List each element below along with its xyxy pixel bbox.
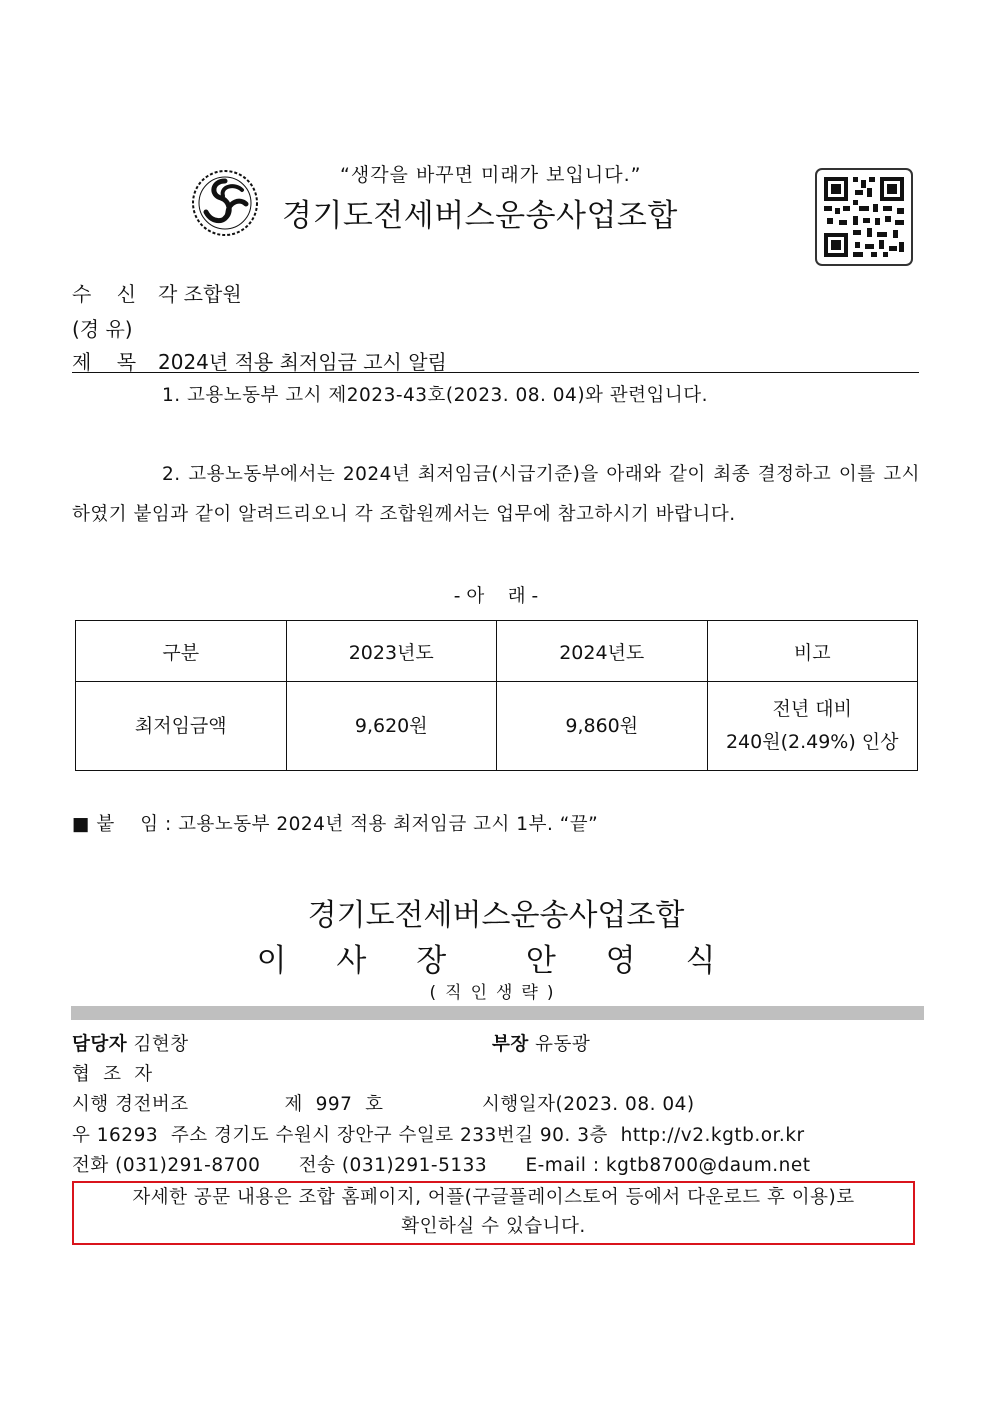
issue-org: 경전버조 bbox=[115, 1094, 189, 1115]
via-line bbox=[72, 313, 133, 342]
divider-band bbox=[71, 1006, 924, 1020]
cooperator-label: 협 조 자 bbox=[72, 1064, 153, 1085]
manager-line bbox=[72, 1030, 189, 1056]
contact-line: 전화 (031)291-8700 전송 (031)291-5133 E-mail : kgtb8700@daum.net bbox=[72, 1155, 811, 1176]
issue-number: 제 997 호 bbox=[284, 1094, 384, 1115]
paragraph-2: 2. 고용노동부에서는 2024년 최저임금(시급기준)을 아래와 같이 최종 결정하고 이를 고시하였기 붙임과 같이 알려드리오니 각 조합원께서는 업무에 참고하시기 바랍니다. bbox=[72, 464, 920, 525]
org-title: 경기도전세버스운송사업조합 bbox=[282, 198, 678, 234]
director-name: 유동광 bbox=[535, 1034, 591, 1055]
signature-chair: 이 사 장 안 영 식 bbox=[256, 943, 736, 979]
paragraph-1: 1. 고용노동부 고시 제2023-43호(2023. 08. 04)와 관련입니다. bbox=[162, 385, 709, 406]
address-line: 우 16293 주소 경기도 수원시 장안구 수일로 233번길 90. 3층 http://v2.kgtb.or.kr bbox=[72, 1125, 805, 1146]
via-label: (경 유) bbox=[72, 317, 133, 341]
col-header-2024: 2024년도 bbox=[497, 621, 708, 682]
recipient-line bbox=[72, 278, 242, 307]
cell-note bbox=[707, 682, 918, 771]
notice-line-1: 자세한 공문 내용은 조합 홈페이지, 어플(구글플레이스토어 등에서 다운로드 후 이용)로 bbox=[132, 1187, 855, 1208]
director-line bbox=[492, 1030, 590, 1056]
col-header-2023: 2023년도 bbox=[286, 621, 497, 682]
slogan: “생각을 바꾸면 미래가 보입니다.” bbox=[340, 164, 642, 186]
recipient: 각 조합원 bbox=[158, 282, 242, 306]
recipient-label: 수 신 bbox=[72, 282, 137, 306]
issue-line bbox=[72, 1090, 384, 1116]
subject-underline bbox=[72, 372, 919, 373]
subject-label: 제 목 bbox=[72, 350, 137, 374]
manager-name: 김현창 bbox=[133, 1034, 189, 1055]
minimum-wage-table bbox=[75, 620, 918, 771]
table-row bbox=[76, 682, 918, 771]
cell-category: 최저임금액 bbox=[76, 682, 287, 771]
cell-2023: 9,620원 bbox=[286, 682, 497, 771]
attachment-line: ■ 붙 임 : 고용노동부 2024년 적용 최저임금 고시 1부. “끝” bbox=[72, 814, 599, 835]
col-header-note: 비고 bbox=[707, 621, 918, 682]
note-line-1: 전년 대비 bbox=[772, 698, 852, 720]
col-header-category: 구분 bbox=[76, 621, 287, 682]
issue-date: 시행일자(2023. 08. 04) bbox=[482, 1094, 695, 1115]
below-heading: - 아 래 - bbox=[453, 586, 539, 607]
subject-line bbox=[72, 346, 447, 375]
director-label: 부장 bbox=[492, 1034, 529, 1055]
notice-line-2: 확인하실 수 있습니다. bbox=[401, 1216, 586, 1237]
homepage-notice-box bbox=[72, 1181, 915, 1245]
cell-2024: 9,860원 bbox=[497, 682, 708, 771]
table-header-row bbox=[76, 621, 918, 682]
issue-label: 시행 bbox=[72, 1094, 109, 1115]
union-emblem-icon bbox=[190, 168, 260, 238]
note-line-2: 240원(2.49%) 인상 bbox=[725, 731, 899, 753]
manager-label: 담당자 bbox=[72, 1034, 128, 1055]
seal-omitted: (직인생략) bbox=[429, 983, 563, 1003]
subject: 2024년 적용 최저임금 고시 알림 bbox=[158, 350, 447, 374]
qr-code-icon[interactable] bbox=[815, 168, 913, 266]
signature-org: 경기도전세버스운송사업조합 bbox=[307, 898, 685, 933]
